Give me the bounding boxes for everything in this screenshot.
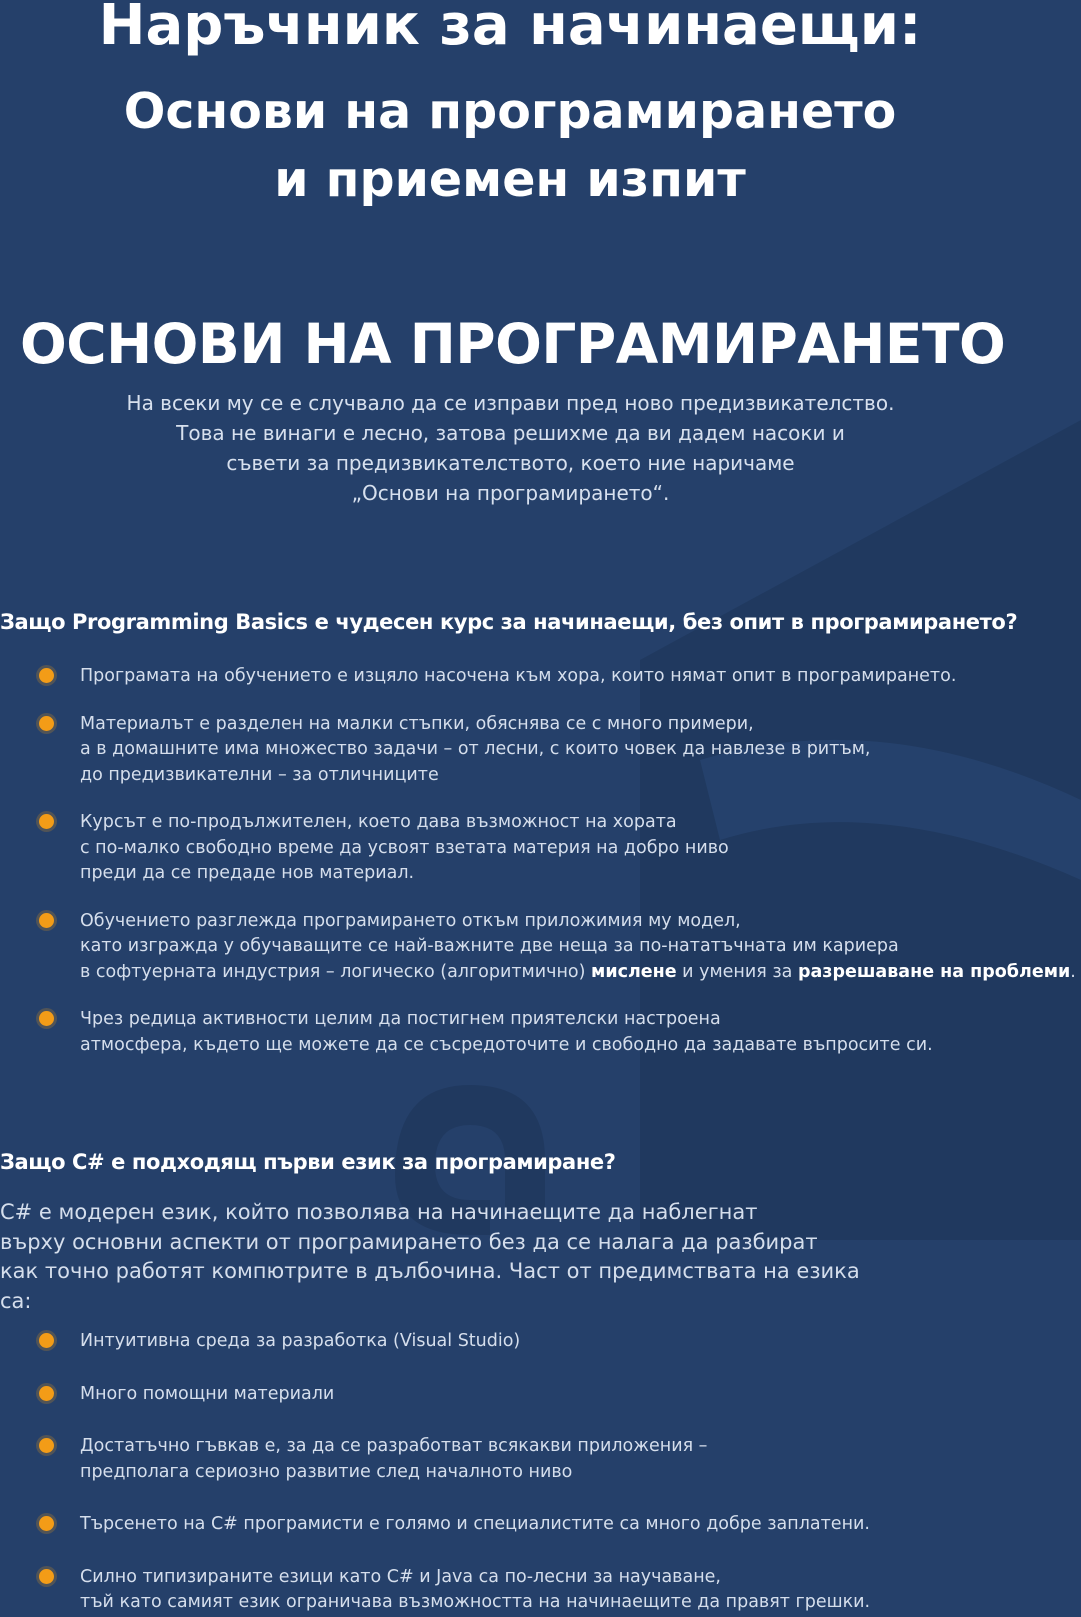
emphasis-thinking: мислене bbox=[591, 961, 677, 982]
why-course-heading: Защо Programming Basics е чудесен курс за начинаещи, без опит в програмирането? bbox=[0, 610, 1018, 634]
intro-line: На всеки му се е случвало да се изправи пред ново предизвикателство. bbox=[126, 391, 895, 415]
bullet-dot-icon bbox=[39, 1333, 54, 1348]
list-item: Курсът е по-продължителен, което дава възможност на хората с по-малко свободно време да усвоят взетата материя на добро ниво преди да се предаде нов материал. bbox=[0, 810, 1076, 887]
guide-subtitle bbox=[0, 78, 1020, 214]
list-item: Търсенето на C# програмисти е голямо и специалистите са много добре заплатени. bbox=[0, 1512, 870, 1538]
why-csharp-heading: Защо C# е подходящ първи език за програмиране? bbox=[0, 1150, 616, 1174]
list-item: Много помощни материали bbox=[0, 1382, 870, 1408]
intro-line: „Основи на програмирането“. bbox=[351, 481, 670, 505]
bullet-dot-icon bbox=[39, 1011, 54, 1026]
bullet-dot-icon bbox=[39, 1516, 54, 1531]
paragraph-line: върху основни аспекти от програмирането без да се налага да разбират bbox=[0, 1229, 818, 1254]
bullet-dot-icon bbox=[39, 814, 54, 829]
mixed-line: в софтуерната индустрия – логическо (алгоритмично) мислене и умения за разрешаване на проблеми. bbox=[80, 961, 1076, 982]
paragraph-line: C# е модерен език, който позволява на начинаещите да наблегнат bbox=[0, 1200, 758, 1224]
bullet-dot-icon bbox=[39, 1438, 54, 1453]
bullet-dot-icon bbox=[39, 1386, 54, 1401]
paragraph-line: как точно работят компютрите в дълбочина. Част от предимствата на езика bbox=[0, 1259, 860, 1283]
list-item: Интуитивна среда за разработка (Visual Studio) bbox=[0, 1329, 870, 1355]
guide-subtitle-line-1: Основи на програмирането bbox=[123, 83, 897, 140]
paragraph-line: са: bbox=[0, 1288, 32, 1313]
why-csharp-paragraph bbox=[0, 1198, 860, 1316]
bullet-dot-icon bbox=[39, 716, 54, 731]
list-item: Материалът е разделен на малки стъпки, обяснява се с много примери, а в домашните има множество задачи – от лесни, с които човек да навлезе в ритъм, до предизвикателни – за отличниците bbox=[0, 712, 1076, 789]
intro-line: съвети за предизвикателството, което ние наричаме bbox=[226, 451, 795, 475]
list-item: Силно типизираните езици като C# и Java са по-лесни за научаване, тъй като самият език ограничава възможността на начинаещите да правят грешки. bbox=[0, 1565, 870, 1616]
bullet-dot-icon bbox=[39, 1569, 54, 1584]
list-item: Програмата на обучението е изцяло насочена към хора, които нямат опит в програмирането. bbox=[0, 664, 1076, 690]
why-csharp-list bbox=[0, 1329, 870, 1616]
list-item: Обучението разглежда програмирането откъм приложимия му модел, като изгражда у обучаващите се най-важните две неща за по-нататъчната им кариера в софтуерната индустрия – логическо (алгоритмично) мислене и умения за разрешаване на проблеми. bbox=[0, 909, 1076, 986]
intro-text bbox=[0, 388, 1021, 508]
why-course-list bbox=[0, 664, 1076, 1058]
list-item: Чрез редица активности целим да постигнем приятелски настроена атмосфера, където ще можете да се съсредоточите и свободно да задавате въпросите си. bbox=[0, 1007, 1076, 1058]
intro-line: Това не винаги е лесно, затова решихме да ви дадем насоки и bbox=[176, 421, 845, 445]
list-item: Достатъчно гъвкав е, за да се разработват всякакви приложения – предполага сериозно развитие след началното ниво bbox=[0, 1434, 870, 1485]
bullet-dot-icon bbox=[39, 668, 54, 683]
emphasis-problem-solving: разрешаване на проблеми bbox=[797, 961, 1071, 982]
guide-subtitle-line-2: и приемен изпит bbox=[274, 151, 746, 208]
guide-title: Наръчник за начинаещи: bbox=[98, 0, 922, 58]
bullet-dot-icon bbox=[39, 913, 54, 928]
section-heading: ОСНОВИ НА ПРОГРАМИРАНЕТО bbox=[20, 312, 1006, 376]
